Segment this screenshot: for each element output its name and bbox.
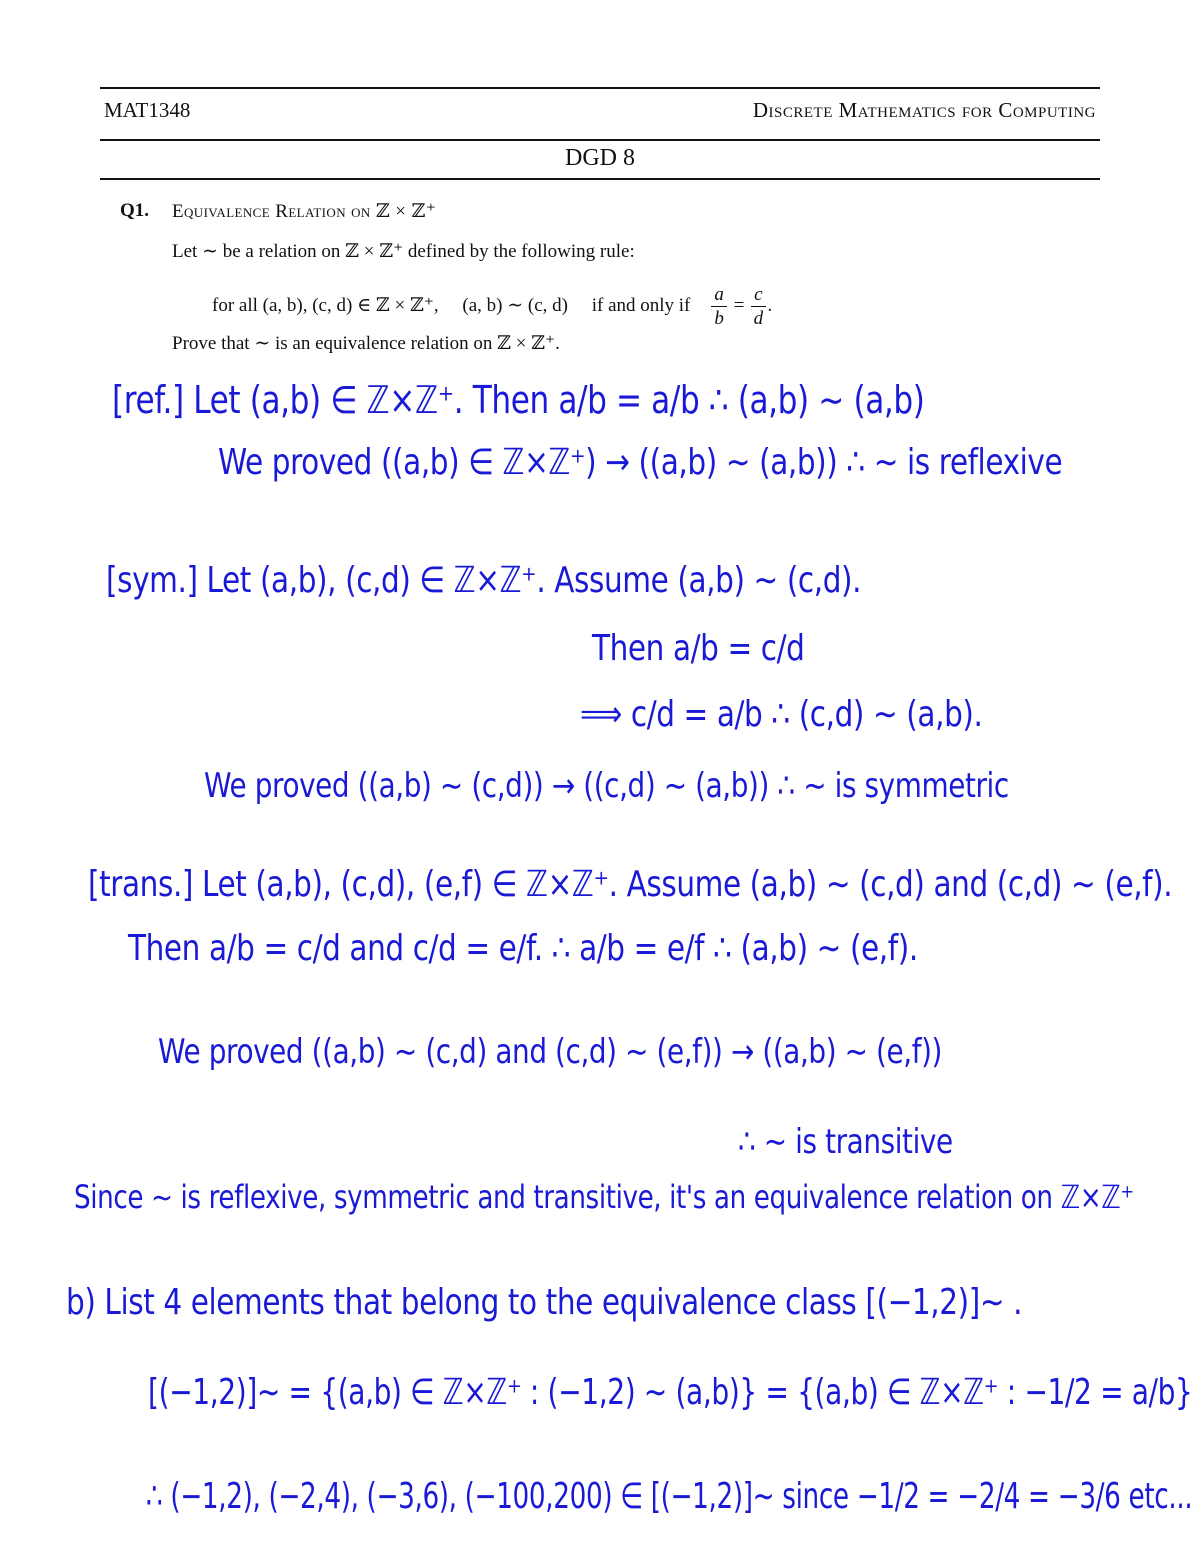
header-middle-rule	[100, 139, 1100, 141]
handwritten-symmetric-line-1: [sym.] Let (a,b), (c,d) ∈ ℤ×ℤ⁺. Assume (a,b) ∼ (c,d).	[106, 560, 862, 601]
fraction-numerator: a	[711, 285, 727, 307]
handwritten-symmetric-line-3: ⟹ c/d = a/b ∴ (c,d) ∼ (a,b).	[580, 694, 983, 735]
handwritten-transitive-line-3: We proved ((a,b) ∼ (c,d) and (c,d) ∼ (e,f)) → ((a,b) ∼ (e,f))	[158, 1032, 943, 1072]
handwritten-reflexive-line-1: [ref.] Let (a,b) ∈ ℤ×ℤ⁺. Then a/b = a/b ∴ (a,b) ∼ (a,b)	[112, 378, 925, 422]
fraction-a-over-b	[711, 285, 727, 328]
handwritten-reflexive-line-2: We proved ((a,b) ∈ ℤ×ℤ⁺) → ((a,b) ∼ (a,b)) ∴ ∼ is reflexive	[218, 442, 1063, 483]
question-title: Equivalence Relation on ℤ × ℤ⁺	[172, 201, 437, 222]
fraction-denominator: b	[714, 308, 724, 329]
header-top-rule	[100, 87, 1100, 89]
handwritten-transitive-line-1: [trans.] Let (a,b), (c,d), (e,f) ∈ ℤ×ℤ⁺. Assume (a,b) ∼ (c,d) and (c,d) ∼ (e,f).	[88, 864, 1173, 905]
handwritten-part-b-line-1: b) List 4 elements that belong to the equivalence class [(−1,2)]∼ .	[66, 1282, 1023, 1323]
relation-definition-end: .	[767, 294, 773, 316]
course-code: MAT1348	[104, 98, 191, 122]
header-bottom-rule	[100, 178, 1100, 180]
handwritten-part-b-line-3: ∴ (−1,2), (−2,4), (−3,6), (−100,200) ∈ [(−1,2)]∼ since −1/2 = −2/4 = −3/6 etc...	[146, 1476, 1193, 1517]
handwritten-symmetric-line-2: Then a/b = c/d	[592, 628, 805, 669]
question-intro: Let ∼ be a relation on ℤ × ℤ⁺ defined by the following rule:	[172, 241, 635, 262]
handwritten-conclusion: Since ∼ is reflexive, symmetric and transitive, it's an equivalence relation on ℤ×ℤ⁺	[74, 1178, 1134, 1216]
handwritten-part-b-line-2: [(−1,2)]∼ = {(a,b) ∈ ℤ×ℤ⁺ : (−1,2) ∼ (a,b)} = {(a,b) ∈ ℤ×ℤ⁺ : −1/2 = a/b}	[148, 1372, 1193, 1413]
fraction-c-over-d	[751, 285, 765, 328]
question-number: Q1.	[120, 200, 150, 221]
course-title: Discrete Mathematics for Computing	[752, 98, 1096, 122]
question-prove-statement: Prove that ∼ is an equivalence relation on ℤ × ℤ⁺.	[172, 333, 560, 354]
handwritten-transitive-line-4: ∴ ∼ is transitive	[738, 1122, 953, 1162]
handwritten-symmetric-line-4: We proved ((a,b) ∼ (c,d)) → ((c,d) ∼ (a,b)) ∴ ∼ is symmetric	[204, 766, 1009, 806]
handwritten-transitive-line-2: Then a/b = c/d and c/d = e/f. ∴ a/b = e/f ∴ (a,b) ∼ (e,f).	[128, 928, 918, 969]
fraction-numerator: c	[751, 285, 765, 307]
equals-sign: =	[733, 294, 745, 316]
relation-definition	[212, 285, 772, 328]
relation-definition-lead: for all (a, b), (c, d) ∈ ℤ × ℤ⁺, (a, b) ∼ (c, d) if and only if	[212, 294, 691, 316]
document-title: DGD 8	[565, 145, 635, 171]
fraction-denominator: d	[753, 308, 764, 329]
